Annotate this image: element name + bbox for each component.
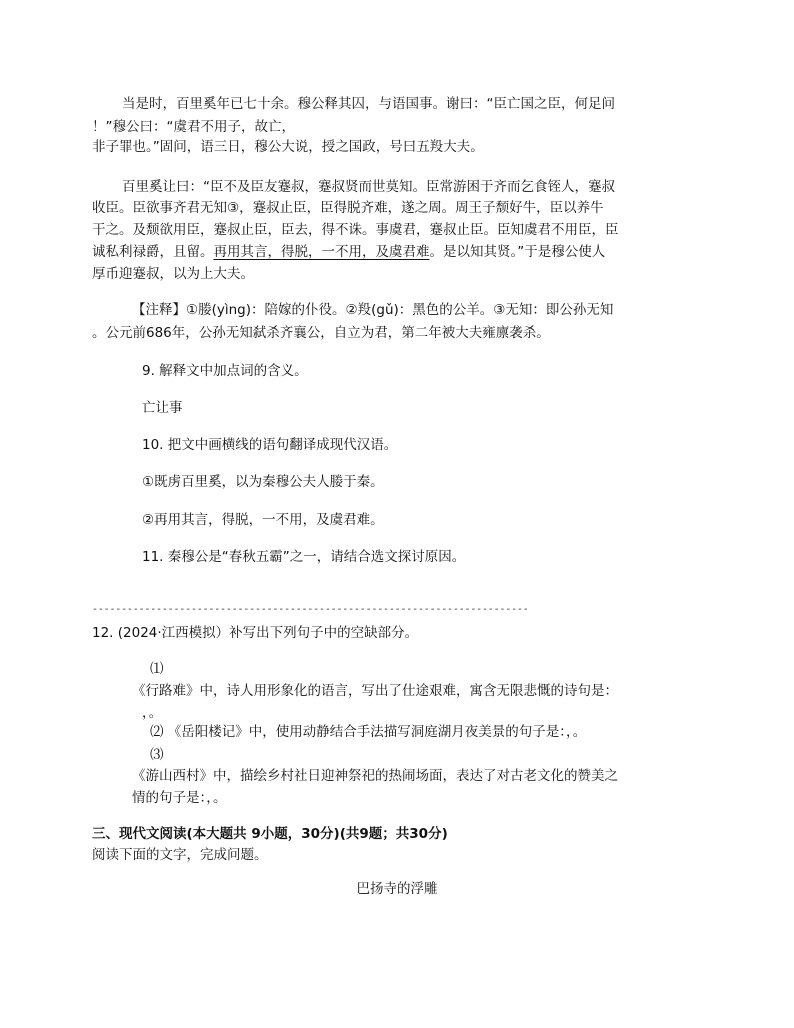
passage-p1-line3: 非子罪也。”固问，语三日，穆公大说，授之国政，号曰五羖大夫。 xyxy=(92,139,484,155)
notes-line2: 。公元前686年，公孙无知弑杀齐襄公，自立为君，第二年被大夫雍廪袭杀。 xyxy=(92,325,550,341)
question-12-item3-text: 《游山西村》中，描绘乡村社日迎神祭祀的热闹场面，表达了对古老文化的赞美之 xyxy=(132,768,618,784)
article-title: 巴扬寺的浮雕 xyxy=(356,881,438,897)
question-11: 11. 秦穆公是“春秋五霸”之一，请结合选文探讨原因。 xyxy=(142,549,466,565)
passage-p2-line3: 干之。及颓欲用臣，蹇叔止臣，臣去，得不诛。事虞君，蹇叔止臣。臣知虞君不用臣，臣 xyxy=(92,222,619,238)
underlined-sentence: 再用其言，得脱，一不用，及虞君难 xyxy=(213,244,430,260)
passage-p2-line2: 收臣。臣欲事齐君无知③，蹇叔止臣，臣得脱齐难，遂之周。周王子颓好牛，臣以养牛 xyxy=(92,200,604,216)
passage-p2-line5: 厚币迎蹇叔，以为上大夫。 xyxy=(92,266,254,282)
question-12-item3-text2: 情的句子是：，。 xyxy=(132,790,227,806)
passage-p2-line4 xyxy=(92,243,605,261)
notes-line1: 【注释】①媵(yìng)：陪嫁的仆役。②羖(gǔ)：黑色的公羊。③无知：即公孙无知 xyxy=(132,302,614,318)
question-12-item1-text: 《行路难》中，诗人用形象化的语言，写出了仕途艰难，寓含无限悲慨的诗句是： xyxy=(132,683,618,699)
passage-p1-line1: 当是时，百里奚年已七十余。穆公释其囚，与语国事。谢曰：“臣亡国之臣，何足问 xyxy=(122,96,615,112)
question-12-item1-blanks: ，。 xyxy=(142,705,163,721)
question-10-item1: ①既虏百里奚，以为秦穆公夫人媵于秦。 xyxy=(142,474,384,490)
section-3-heading: 三、现代文阅读(本大题共 9小题，30分)(共9题；共30分) xyxy=(92,826,448,842)
section-3-instruction: 阅读下面的文字，完成问题。 xyxy=(92,847,268,863)
passage-p2-line1: 百里奚让曰：“臣不及臣友蹇叔，蹇叔贤而世莫知。臣常游困于齐而乞食铚人，蹇叔 xyxy=(122,179,615,195)
section-divider: --------------------------------------------------------------------------- xyxy=(92,604,529,615)
question-9: 9. 解释文中加点词的含义。 xyxy=(142,363,308,379)
question-9-words: 亡让事 xyxy=(142,400,183,416)
question-12-item3-number: ⑶ xyxy=(150,747,164,763)
passage-p1-line2: ！”穆公曰：“虞君不用子，故亡， xyxy=(92,119,295,135)
question-12-title: 12. (2024·江西模拟）补写出下列句子中的空缺部分。 xyxy=(92,625,419,641)
passage-p2-line4-start: 诚私利禄爵，且留。 xyxy=(92,244,214,260)
question-12-item2: ⑵ 《岳阳楼记》中，使用动静结合手法描写洞庭湖月夜美景的句子是：，。 xyxy=(150,724,587,740)
question-10-item2: ②再用其言，得脱，一不用，及虞君难。 xyxy=(142,512,384,528)
passage-p2-line4-end: 。是以知其贤。”于是穆公使人 xyxy=(429,244,606,260)
question-12-item1-number: ⑴ xyxy=(150,661,164,677)
question-10: 10. 把文中画横线的语句翻译成现代汉语。 xyxy=(142,437,398,453)
